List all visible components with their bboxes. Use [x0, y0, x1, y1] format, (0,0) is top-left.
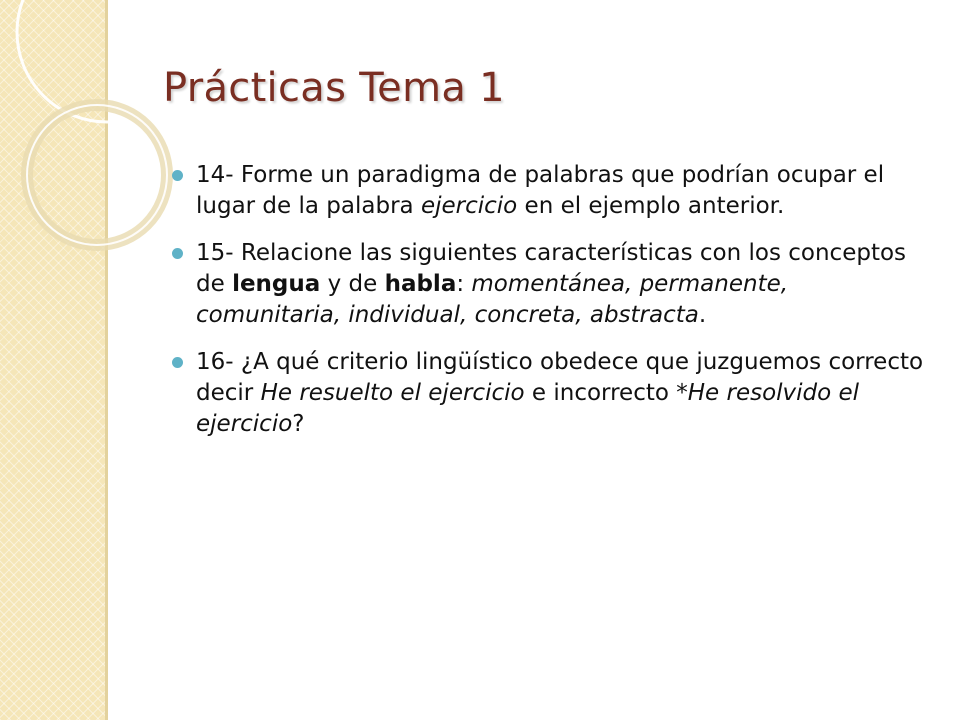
slide-title: Prácticas Tema 1 — [163, 65, 505, 111]
item-emphasis: momentánea, permanente, comunitaria, individual, concreta, abstracta — [196, 271, 789, 328]
bullet-icon — [172, 248, 183, 259]
item-text: y de — [320, 271, 385, 297]
exercise-list — [172, 160, 932, 456]
item-text: en el ejemplo anterior. — [517, 193, 785, 219]
decor-circle-medium-highlight — [27, 105, 167, 245]
list-item — [172, 238, 932, 331]
list-item — [172, 160, 932, 222]
item-emphasis: He resuelto el ejercicio — [260, 380, 525, 406]
item-bold-term: habla — [384, 271, 457, 297]
bullet-icon — [172, 357, 183, 368]
item-emphasis: He resolvido el ejercicio — [196, 380, 860, 437]
item-emphasis: ejercicio — [420, 193, 518, 219]
list-item — [172, 347, 932, 440]
item-text: 15- Relacione las siguientes características con los conceptos de — [196, 240, 907, 297]
item-text: : — [456, 271, 472, 297]
item-text: 16- ¿A qué criterio lingüístico obedece que juzguemos correcto decir — [196, 349, 924, 406]
item-text: ? — [292, 411, 305, 437]
item-text: . — [698, 302, 707, 328]
bullet-icon — [172, 170, 183, 181]
item-text: 14- Forme un paradigma de palabras que podrían ocupar el lugar de la palabra — [196, 162, 885, 219]
item-bold-term: lengua — [232, 271, 321, 297]
item-text: e incorrecto * — [524, 380, 688, 406]
